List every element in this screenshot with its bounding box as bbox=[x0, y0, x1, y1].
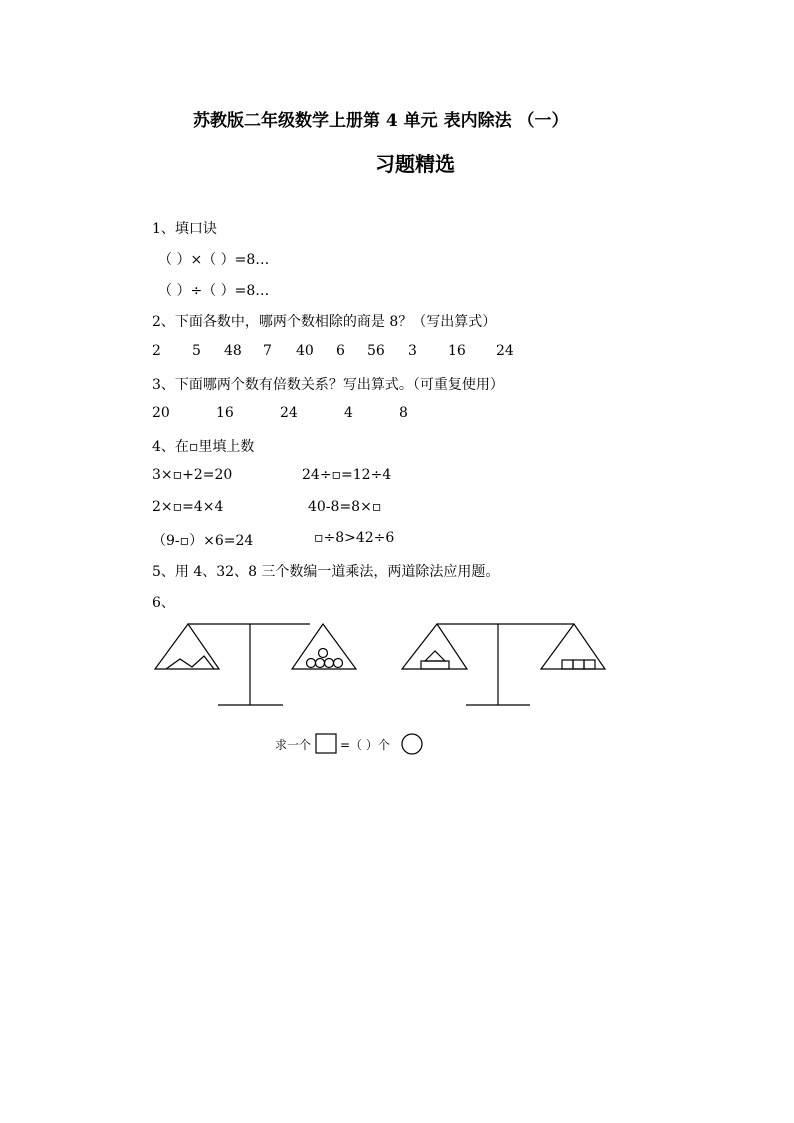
q6-answer-middle: =（ ）个 bbox=[340, 738, 390, 752]
q1-heading: 1、填口诀 bbox=[152, 221, 217, 237]
q2-number: 40 bbox=[296, 343, 314, 359]
q2-number: 48 bbox=[224, 343, 242, 359]
circle-shape-icon bbox=[402, 734, 422, 754]
q6-answer-prefix: 求一个 bbox=[275, 738, 312, 752]
balance-scale-right bbox=[402, 624, 605, 705]
q4-row3-right: ▫÷8>42÷6 bbox=[314, 530, 395, 546]
q4-row2-right: 40-8=8×▫ bbox=[308, 499, 382, 515]
square-shape-icon bbox=[316, 734, 336, 753]
q4-row1-right: 24÷▫=12÷4 bbox=[302, 467, 392, 483]
q3-number: 20 bbox=[152, 405, 170, 421]
q6-heading: 6、 bbox=[152, 595, 175, 611]
q2-heading: 2、下面各数中，哪两个数相除的商是 8？（写出算式） bbox=[152, 314, 497, 330]
q4-heading: 4、在▫里填上数 bbox=[152, 439, 255, 455]
q2-number: 2 bbox=[152, 343, 161, 359]
worksheet-title: 苏教版二年级数学上册第 4 单元 表内除法 （一） bbox=[193, 111, 569, 131]
q4-row3-left: （9-▫）×6=24 bbox=[152, 533, 254, 549]
worksheet-subtitle: 习题精选 bbox=[375, 152, 455, 176]
q4-row2-left: 2×▫=4×4 bbox=[152, 499, 224, 515]
q1-line1: （ ）×（ ）=8… bbox=[158, 252, 270, 268]
q3-number: 16 bbox=[216, 405, 234, 421]
q3-heading: 3、下面哪两个数有倍数关系？写出算式。（可重复使用） bbox=[152, 377, 504, 393]
q2-number: 24 bbox=[496, 343, 514, 359]
balance-scale-left bbox=[155, 624, 356, 705]
q5-heading: 5、用 4、32、8 三个数编一道乘法，两道除法应用题。 bbox=[152, 564, 500, 580]
q3-number: 4 bbox=[344, 405, 353, 421]
q2-number: 5 bbox=[192, 343, 201, 359]
q3-number: 24 bbox=[280, 405, 298, 421]
q2-number: 6 bbox=[336, 343, 345, 359]
q2-number: 7 bbox=[263, 343, 272, 359]
q4-row1-left: 3×▫+2=20 bbox=[152, 467, 233, 483]
q1-line2: （ ）÷（ ）=8… bbox=[158, 283, 270, 299]
q2-number: 56 bbox=[367, 343, 385, 359]
q2-number: 3 bbox=[408, 343, 417, 359]
q3-number: 8 bbox=[399, 405, 408, 421]
q2-number: 16 bbox=[448, 343, 466, 359]
